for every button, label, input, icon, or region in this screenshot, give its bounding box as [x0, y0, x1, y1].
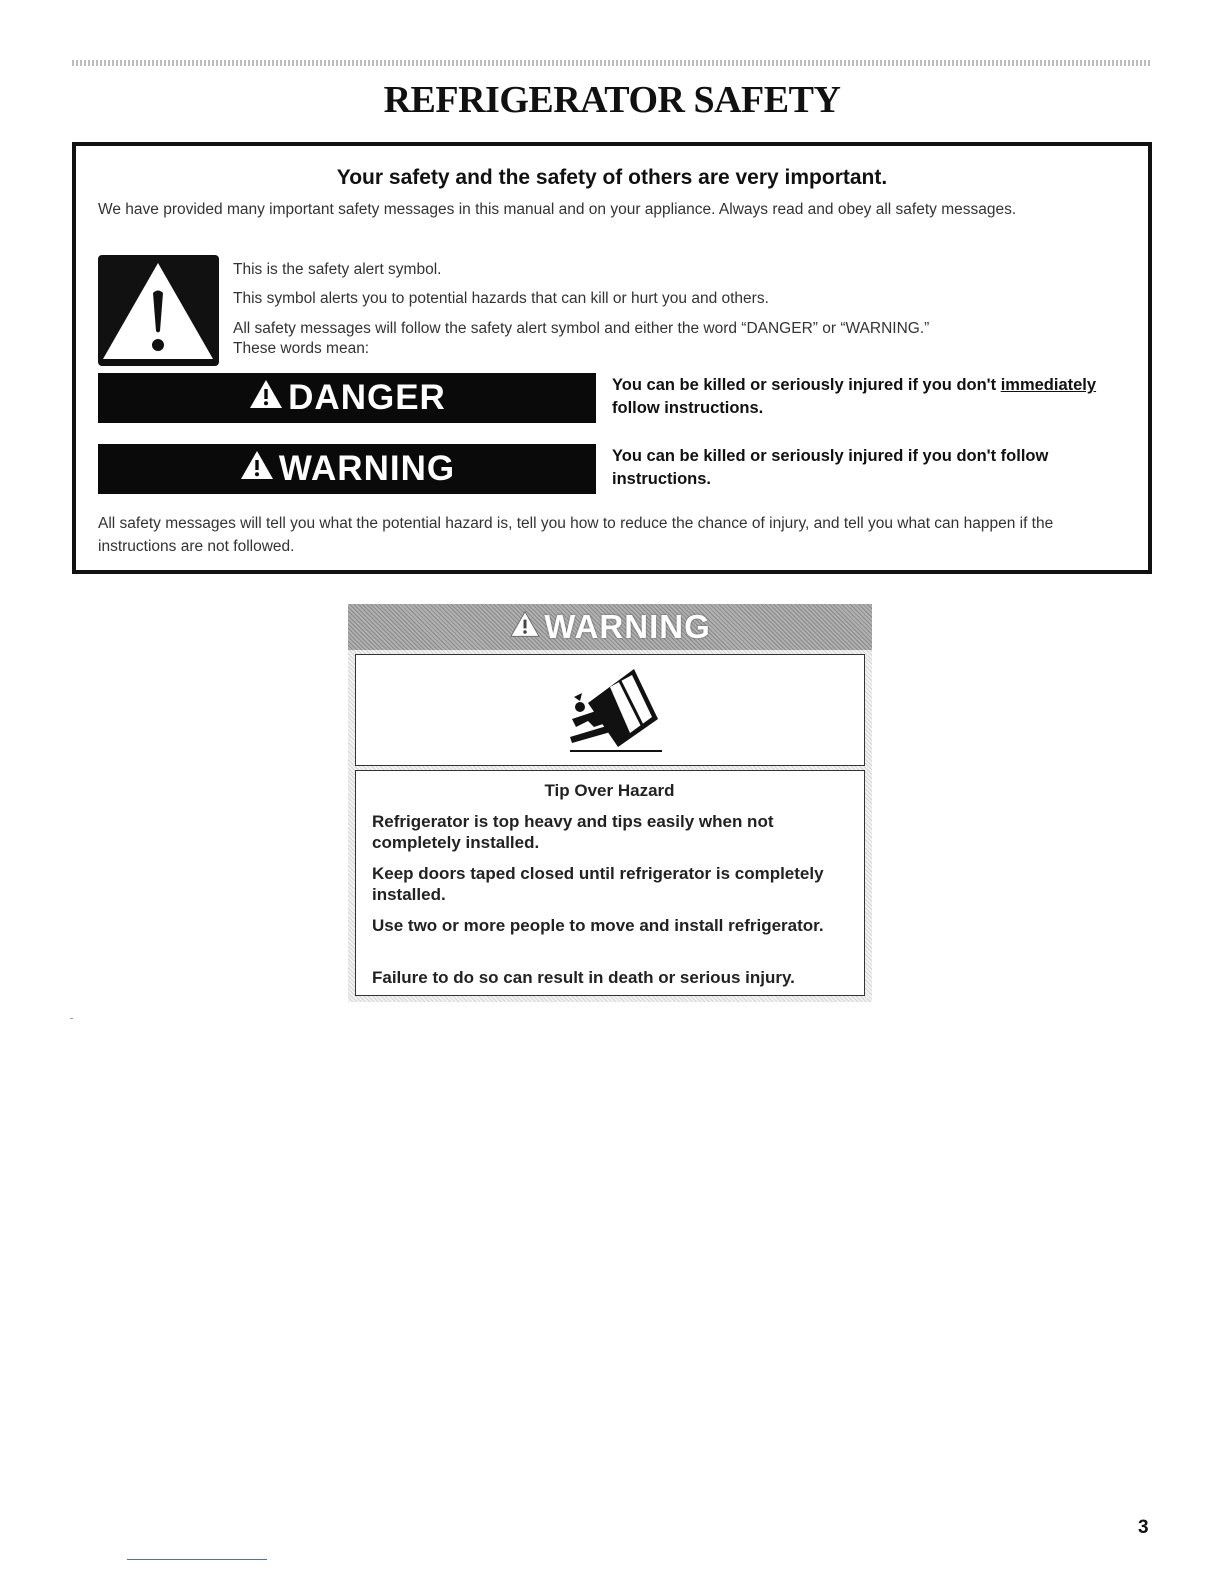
alert-line-1: This is the safety alert symbol. — [233, 261, 442, 278]
bottom-link-underline — [127, 1559, 267, 1560]
safety-intro-text: We have provided many important safety messages in this manual and on your appliance. Always read and obey all safety messages. — [98, 201, 1017, 218]
hazard-line-3: Use two or more people to move and install refrigerator. — [372, 916, 824, 935]
warning-signal-bar — [98, 444, 596, 494]
safety-heading: Your safety and the safety of others are very important. — [336, 166, 888, 189]
danger-label: DANGER — [288, 378, 446, 417]
top-dotted-rule — [72, 60, 1152, 66]
page-title: REFRIGERATOR SAFETY — [383, 79, 841, 121]
danger-desc-underlined: immediately — [1000, 376, 1097, 394]
safety-alert-triangle-icon — [98, 255, 219, 366]
page-number: 3 — [1138, 1517, 1149, 1538]
alert-line-2: This symbol alerts you to potential hazards that can kill or hurt you and others. — [233, 290, 769, 307]
hazard-line-4: Failure to do so can result in death or serious injury. — [372, 968, 795, 987]
hazard-line-1: Refrigerator is top heavy and tips easily when not completely installed. — [372, 812, 774, 852]
warning-card-header-label: WARNING — [544, 608, 711, 645]
safety-closing-text: All safety messages will tell you what the potential hazard is, tell you how to reduce the chance of injury, and tell you what can happen if the instructions are not followed. — [98, 515, 1054, 555]
alert-line-3: All safety messages will follow the safety alert symbol and either the word “DANGER” or “WARNING.” — [233, 320, 930, 337]
tip-over-icon-panel — [355, 654, 865, 766]
danger-signal-bar — [98, 373, 596, 423]
tip-over-hazard-icon — [566, 663, 662, 759]
warning-header-alert-icon — [509, 608, 541, 646]
tip-over-text-panel — [355, 770, 865, 996]
warning-label: WARNING — [278, 449, 456, 488]
alert-line-4: These words mean: — [233, 340, 370, 357]
warning-description: You can be killed or seriously injured if you don't follow instructions. — [612, 447, 1049, 488]
warning-alert-icon — [239, 449, 275, 490]
danger-alert-icon — [248, 378, 284, 419]
scan-mark — [70, 1018, 73, 1019]
hazard-title: Tip Over Hazard — [544, 781, 675, 800]
danger-description — [612, 374, 1142, 420]
tip-over-warning-card — [348, 604, 872, 1002]
hazard-line-2: Keep doors taped closed until refrigerator is completely installed. — [372, 864, 824, 904]
safety-info-box — [72, 142, 1152, 574]
danger-desc-text: You can be killed or seriously injured if you don't — [612, 376, 1001, 394]
warning-card-header — [348, 604, 872, 650]
danger-desc-end: follow instructions. — [612, 399, 764, 417]
